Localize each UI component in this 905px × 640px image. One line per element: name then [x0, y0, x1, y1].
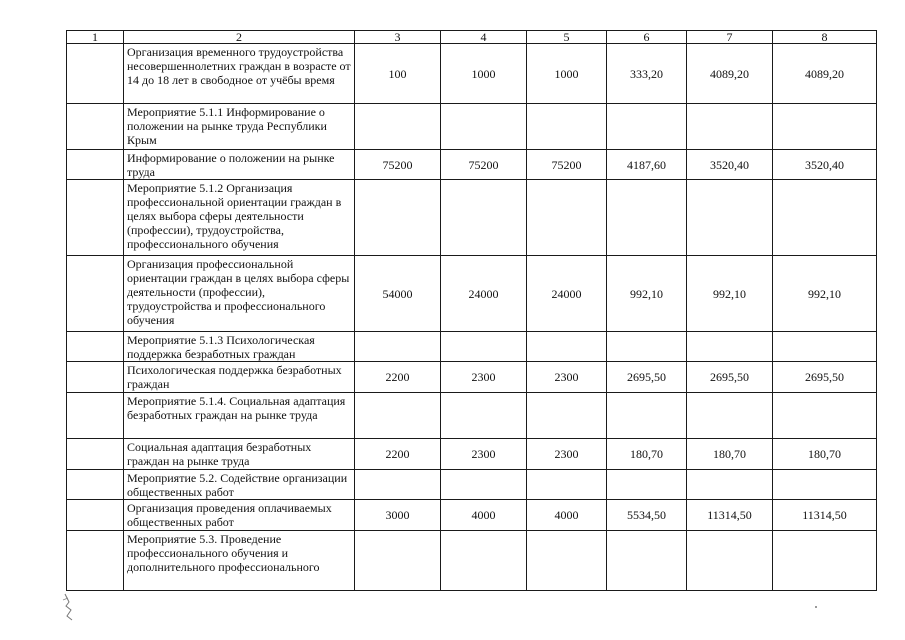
table-row — [67, 470, 877, 500]
description-cell: Социальная адаптация безработных граждан на рынке труда — [124, 439, 355, 470]
budget-table — [66, 30, 877, 591]
value-cell: 3520,40 — [687, 150, 773, 180]
table-row — [67, 500, 877, 531]
description-cell: Мероприятие 5.1.1 Информирование о положении на рынке труда Республики Крым — [124, 104, 355, 150]
value-cell — [355, 104, 441, 150]
value-cell — [355, 531, 441, 591]
value-cell — [355, 393, 441, 439]
value-cell: 2300 — [527, 439, 607, 470]
column-number-cell: 5 — [527, 31, 607, 44]
index-cell — [67, 362, 124, 393]
scan-speck — [815, 606, 817, 608]
value-cell: 180,70 — [687, 439, 773, 470]
value-cell: 4089,20 — [687, 44, 773, 104]
table-row — [67, 256, 877, 332]
description-cell: Мероприятие 5.1.4. Социальная адаптация безработных граждан на рынке труда — [124, 393, 355, 439]
value-cell: 992,10 — [687, 256, 773, 332]
index-cell — [67, 44, 124, 104]
index-cell — [67, 470, 124, 500]
description-cell: Мероприятие 5.3. Проведение профессионального обучения и дополнительного профессионального — [124, 531, 355, 591]
table-row — [67, 439, 877, 470]
value-cell: 54000 — [355, 256, 441, 332]
value-cell — [687, 104, 773, 150]
index-cell — [67, 180, 124, 256]
value-cell — [355, 332, 441, 362]
value-cell — [773, 393, 877, 439]
value-cell: 75200 — [355, 150, 441, 180]
column-number-cell: 8 — [773, 31, 877, 44]
value-cell: 4000 — [441, 500, 527, 531]
value-cell: 4000 — [527, 500, 607, 531]
value-cell: 2300 — [527, 362, 607, 393]
value-cell: 3000 — [355, 500, 441, 531]
table-row — [67, 531, 877, 591]
table-row — [67, 180, 877, 256]
value-cell: 2300 — [441, 439, 527, 470]
value-cell — [441, 104, 527, 150]
column-number-cell: 6 — [607, 31, 687, 44]
index-cell — [67, 332, 124, 362]
value-cell: 75200 — [527, 150, 607, 180]
value-cell: 2695,50 — [607, 362, 687, 393]
value-cell — [441, 393, 527, 439]
value-cell — [527, 393, 607, 439]
table-row — [67, 393, 877, 439]
index-cell — [67, 393, 124, 439]
value-cell: 24000 — [441, 256, 527, 332]
value-cell — [607, 104, 687, 150]
table-row — [67, 150, 877, 180]
value-cell — [687, 180, 773, 256]
column-number-cell: 7 — [687, 31, 773, 44]
value-cell: 11314,50 — [773, 500, 877, 531]
index-cell — [67, 150, 124, 180]
value-cell — [441, 332, 527, 362]
value-cell — [527, 180, 607, 256]
value-cell: 333,20 — [607, 44, 687, 104]
value-cell: 1000 — [441, 44, 527, 104]
description-cell: Мероприятие 5.1.3 Психологическая поддержка безработных граждан — [124, 332, 355, 362]
table-row — [67, 44, 877, 104]
value-cell — [607, 531, 687, 591]
value-cell — [441, 180, 527, 256]
handwritten-margin-mark — [60, 592, 78, 622]
description-cell: Мероприятие 5.2. Содействие организации общественных работ — [124, 470, 355, 500]
value-cell — [687, 470, 773, 500]
value-cell — [441, 531, 527, 591]
index-cell — [67, 500, 124, 531]
value-cell — [527, 332, 607, 362]
value-cell: 4187,60 — [607, 150, 687, 180]
value-cell — [773, 470, 877, 500]
value-cell: 992,10 — [773, 256, 877, 332]
value-cell — [607, 332, 687, 362]
value-cell: 24000 — [527, 256, 607, 332]
value-cell: 180,70 — [773, 439, 877, 470]
value-cell — [773, 180, 877, 256]
value-cell: 2300 — [441, 362, 527, 393]
value-cell — [607, 393, 687, 439]
column-number-cell: 1 — [67, 31, 124, 44]
value-cell: 4089,20 — [773, 44, 877, 104]
index-cell — [67, 256, 124, 332]
description-cell: Организация проведения оплачиваемых общественных работ — [124, 500, 355, 531]
description-cell: Психологическая поддержка безработных граждан — [124, 362, 355, 393]
description-cell: Организация временного трудоустройства несовершеннолетних граждан в возрасте от 14 до 18 лет в свободное от учёбы время — [124, 44, 355, 104]
column-number-cell: 3 — [355, 31, 441, 44]
index-cell — [67, 531, 124, 591]
value-cell: 5534,50 — [607, 500, 687, 531]
value-cell: 1000 — [527, 44, 607, 104]
value-cell — [773, 531, 877, 591]
value-cell: 2695,50 — [687, 362, 773, 393]
description-cell: Мероприятие 5.1.2 Организация профессиональной ориентации граждан в целях выбора сферы деятельности (профессии), трудоустройства, профессионального обучения — [124, 180, 355, 256]
table-row — [67, 104, 877, 150]
value-cell — [773, 332, 877, 362]
column-number-cell: 4 — [441, 31, 527, 44]
value-cell — [607, 470, 687, 500]
column-number-row — [67, 31, 877, 44]
value-cell: 75200 — [441, 150, 527, 180]
value-cell: 180,70 — [607, 439, 687, 470]
value-cell — [687, 531, 773, 591]
value-cell — [527, 531, 607, 591]
column-number-cell: 2 — [124, 31, 355, 44]
value-cell: 100 — [355, 44, 441, 104]
value-cell: 992,10 — [607, 256, 687, 332]
value-cell: 3520,40 — [773, 150, 877, 180]
value-cell — [773, 104, 877, 150]
table-row — [67, 362, 877, 393]
value-cell — [527, 470, 607, 500]
value-cell — [441, 470, 527, 500]
value-cell: 2200 — [355, 439, 441, 470]
value-cell — [687, 393, 773, 439]
table-row — [67, 332, 877, 362]
value-cell — [355, 470, 441, 500]
description-cell: Информирование о положении на рынке труда — [124, 150, 355, 180]
value-cell — [527, 104, 607, 150]
index-cell — [67, 104, 124, 150]
value-cell — [607, 180, 687, 256]
value-cell: 2200 — [355, 362, 441, 393]
value-cell: 11314,50 — [687, 500, 773, 531]
value-cell: 2695,50 — [773, 362, 877, 393]
value-cell — [687, 332, 773, 362]
value-cell — [355, 180, 441, 256]
index-cell — [67, 439, 124, 470]
description-cell: Организация профессиональной ориентации граждан в целях выбора сферы деятельности (профессии), трудоустройства и профессионального обучения — [124, 256, 355, 332]
